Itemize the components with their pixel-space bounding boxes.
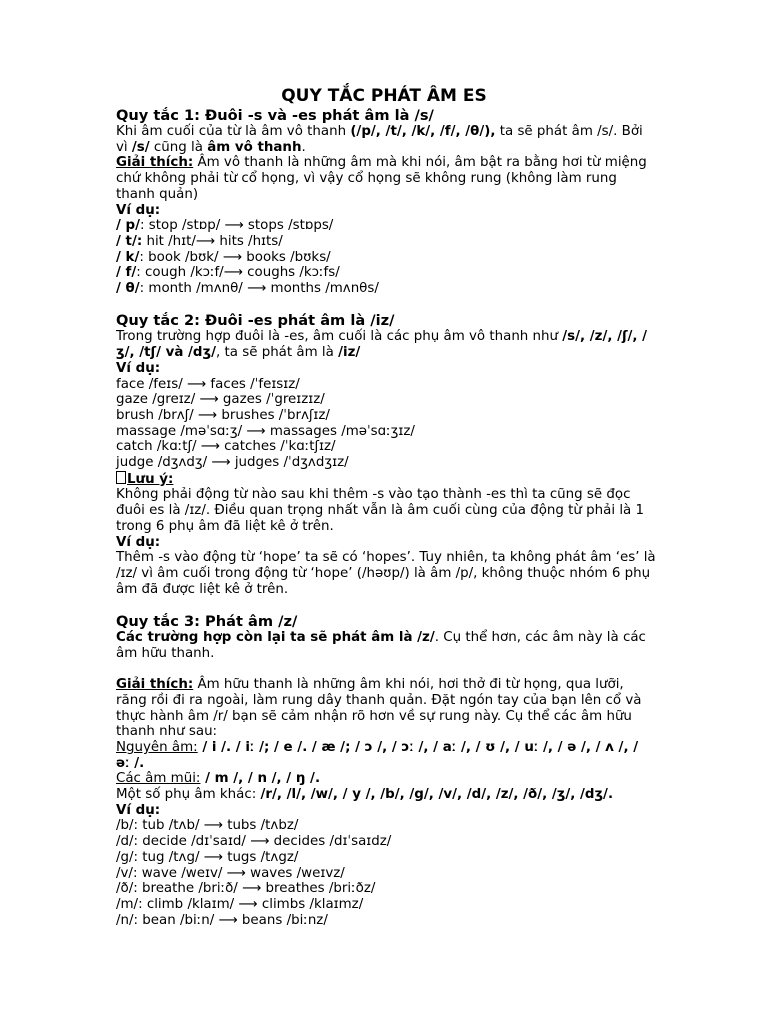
rule2-example2-text: Thêm -s vào động từ ‘hope’ ta sẽ có ‘hopes’. Tuy nhiên, ta không phát âm ‘es’ là /ɪz/ vì âm cuối trong động từ ‘hope’ (/həʊp/) là âm /p/, không thuộc nhóm 6 phụ âm đã được liệt kê ở trên. — [116, 550, 656, 597]
rule2-example-label: Ví dụ: — [116, 360, 161, 376]
rule3-intro: Các trường hợp còn lại ta sẽ phát âm là /z/. Cụ thể hơn, các âm này là các âm hữu thanh. — [116, 630, 646, 661]
rule3-example-label: Ví dụ: — [116, 802, 161, 818]
rule1-example: / p/: stop /stɒp/ ⟶ stops /stɒps/ — [116, 218, 334, 234]
rule3-vowels: Nguyên âm: / i /. / iː /; / e /. / æ /; / ɔ /, / ɔː /, / aː /, / ʊ /, / uː /, / ə /, / ʌ /, / əː /. — [116, 739, 639, 771]
note-box-icon — [116, 471, 126, 484]
rule1-example: / f/: cough /kɔːf/⟶ coughs /kɔːfs/ — [116, 265, 340, 281]
rule3-example: /ð/: breathe /briːð/ ⟶ breathes /briːðz/ — [116, 881, 376, 897]
rule3-heading: Quy tắc 3: Phát âm /z/ — [116, 613, 298, 631]
rule1-heading: Quy tắc 1: Đuôi -s và -es phát âm là /s/ — [116, 107, 434, 124]
rule1-intro: Khi âm cuối của từ là âm vô thanh (/p/, /t/, /k/, /f/, /θ/), ta sẽ phát âm /s/. Bởi vì /s/ cũng là âm vô thanh. — [116, 124, 643, 155]
rule3-explanation: Giải thích: Âm hữu thanh là những âm khi nói, hơi thở đi từ họng, qua lưỡi, răng rồi đi ra ngoài, làm rung dây thanh quản. Đặt ngón tay của bạn lên cổ và thực hành âm /r/ bạn sẽ cảm nhận rõ hơn về sự rung này. Cụ thể các âm hữu thanh như sau: — [116, 677, 642, 740]
rule2-example: gaze /greɪz/ ⟶ gazes /ˈgreɪzɪz/ — [116, 392, 325, 408]
rule2-note-text: Không phải động từ nào sau khi thêm -s vào tạo thành -es thì ta cũng sẽ đọc đuôi es là /ɪz/. Điều quan trọng nhất vẫn là âm cuối cùng của động từ phải là 1 trong 6 phụ âm đã liệt kê ở trên. — [116, 487, 645, 534]
rule1-example: / t/: hit /hɪt/⟶ hits /hɪts/ — [116, 233, 283, 249]
rule2-heading: Quy tắc 2: Đuôi -es phát âm là /iz/ — [116, 312, 395, 330]
rule3-nasals: Các âm mũi: / m /, / n /, / ŋ /. — [116, 771, 321, 787]
rule1-example-label: Ví dụ: — [116, 202, 161, 218]
document-title: QUY TẮC PHÁT ÂM ES — [281, 86, 487, 106]
rule3-other-consonants: Một số phụ âm khác: /r/, /l/, /w/, / y /, /b/, /g/, /v/, /d/, /z/, /ð/, /ʒ/, /dʒ/. — [116, 787, 614, 803]
rule3-example: /d/: decide /dɪˈsaɪd/ ⟶ decides /dɪˈsaɪdz/ — [116, 834, 392, 850]
rule3-example: /n/: bean /biːn/ ⟶ beans /biːnz/ — [116, 912, 328, 928]
rule2-intro: Trong trường hợp đuôi là -es, âm cuối là các phụ âm vô thanh như /s/, /z/, /ʃ/, /ʒ/, /tʃ/ và /dʒ/, ta sẽ phát âm là /iz/ — [116, 329, 648, 361]
rule2-note-label: Lưu ý: — [116, 471, 656, 488]
rule1-example: / θ/: month /mʌnθ/ ⟶ months /mʌnθs/ — [116, 281, 379, 297]
rule3-example: /g/: tug /tʌg/ ⟶ tugs /tʌgz/ — [116, 849, 299, 865]
rule2-example: brush /brʌʃ/ ⟶ brushes /ˈbrʌʃɪz/ — [116, 407, 330, 423]
rule2-example: massage /məˈsɑːʒ/ ⟶ massages /məˈsɑːʒɪz/ — [116, 423, 415, 439]
rule3-example: /m/: climb /klaɪm/ ⟶ climbs /klaɪmz/ — [116, 897, 364, 912]
rule2-example: face /feɪs/ ⟶ faces /ˈfeɪsɪz/ — [116, 376, 300, 392]
rule1-example: / k/: book /bʊk/ ⟶ books /bʊks/ — [116, 249, 331, 265]
rule2-example2-label: Ví dụ: — [116, 534, 161, 550]
document-body — [116, 107, 656, 928]
rule1-explanation: Giải thích: Âm vô thanh là những âm mà khi nói, âm bật ra bằng hơi từ miệng chứ không phải từ cổ họng, vì vậy cổ họng sẽ không rung (không làm rung thanh quản) — [116, 155, 647, 202]
rule3-example: /v/: wave /weɪv/ ⟶ waves /weɪvz/ — [116, 865, 345, 881]
rule2-example: catch /kɑːtʃ/ ⟶ catches /ˈkɑːtʃɪz/ — [116, 439, 336, 455]
rule3-example: /b/: tub /tʌb/ ⟶ tubs /tʌbz/ — [116, 818, 299, 834]
rule2-example: judge /dʒʌdʒ/ ⟶ judges /ˈdʒʌdʒɪz/ — [116, 455, 349, 471]
